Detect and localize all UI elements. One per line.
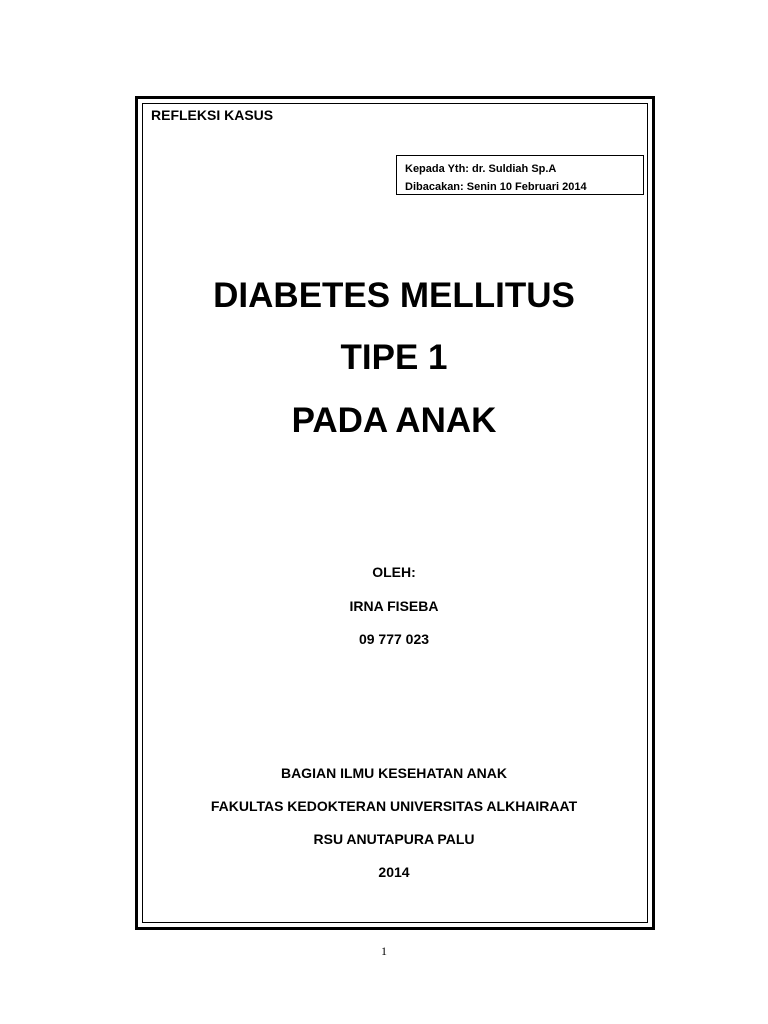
author-name: IRNA FISEBA [349,598,439,614]
title-line-1: DIABETES MELLITUS [213,276,575,315]
page-number: 1 [381,944,387,958]
institution-year: 2014 [378,864,410,880]
title-line-3: PADA ANAK [291,401,497,440]
recipient-line: Kepada Yth: dr. Suldiah Sp.A [405,163,557,175]
institution-faculty: FAKULTAS KEDOKTERAN UNIVERSITAS ALKHAIRAAT [210,798,578,814]
document-type-label: REFLEKSI KASUS [151,107,274,123]
institution-hospital: RSU ANUTAPURA PALU [313,831,475,847]
title-line-2: TIPE 1 [340,338,448,377]
recipient-box [396,155,644,195]
institution-department: BAGIAN ILMU KESEHATAN ANAK [280,765,508,781]
author-label: OLEH: [372,564,416,580]
author-id: 09 777 023 [358,631,430,647]
read-date-line: Dibacakan: Senin 10 Februari 2014 [405,181,587,193]
